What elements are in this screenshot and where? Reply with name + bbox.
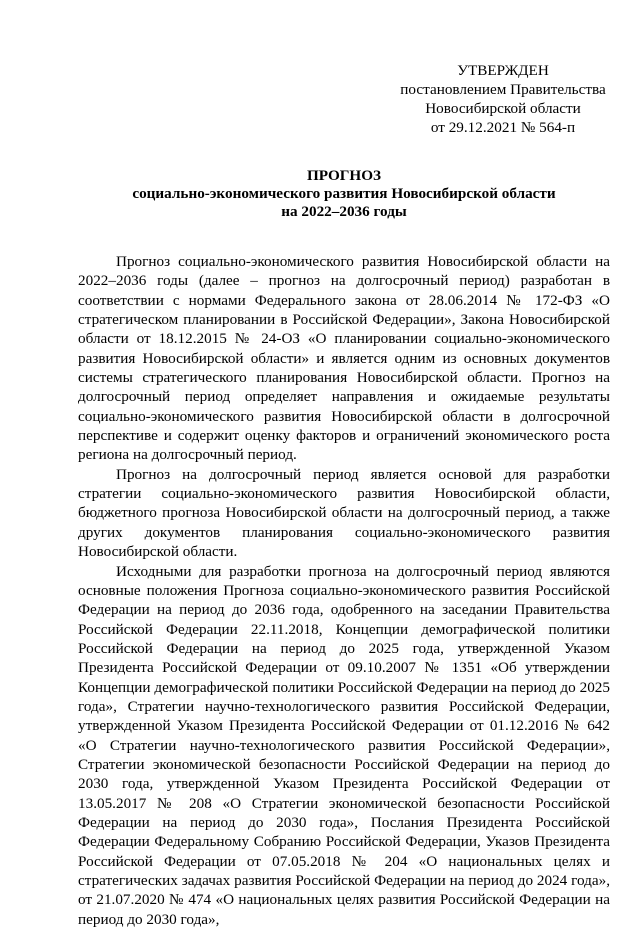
approval-heading: УТВЕРЖДЕН (388, 61, 618, 80)
approval-region: Новосибирской области (388, 99, 618, 118)
approval-stamp (388, 61, 618, 137)
document-title (78, 167, 610, 221)
body-paragraph: Прогноз социально-экономического развития Новосибирской области на 2022–2036 годы (далее – прогноз на долгосрочный период) разработан в соответствии с нормами Федерального закона от 28.06.2014 № 172-ФЗ «О стратегическом планировании в Российской Федерации», Закона Новосибирской области от 18.12.2015 № 24-ОЗ «О планировании социально-экономического развития Новосибирской области» и является одним из основных документов системы стратегического планирования Новосибирской области. Прогноз на долгосрочный период определяет направления и ожидаемые результаты социально-экономического развития Новосибирской области в долгосрочной перспективе и содержит оценку факторов и ограничений экономического роста региона на долгосрочный период. (78, 252, 610, 465)
body-paragraph: Исходными для разработки прогноза на долгосрочный период являются основные положения Прогноза социально-экономического развития Российской Федерации на период до 2036 года, одобренного на заседании Правительства Российской Федерации 22.11.2018, Концепции демографической политики Российской Федерации на период до 2025 года, утвержденной Указом Президента Российской Федерации от 09.10.2007 № 1351 «Об утверждении Концепции демографической политики Российской Федерации на период до 2025 года», Стратегии научно-технологического развития Российской Федерации, утвержденной Указом Президента Российской Федерации от 01.12.2016 № 642 «О Стратегии научно-технологического развития Российской Федерации», Стратегии экономической безопасности Российской Федерации на период до 2030 года, утвержденной Указом Президента Российской Федерации от 13.05.2017 № 208 «О Стратегии экономической безопасности Российской Федерации на период до 2030 года», Послания Президента Российской Федерации Федеральному Собранию Российской Федерации, Указов Президента Российской Федерации от 07.05.2018 № 204 «О национальных целях и стратегических задачах развития Российской Федерации на период до 2024 года», от 21.07.2020 № 474 «О национальных целях развития Российской Федерации на период до 2030 года», (78, 562, 610, 929)
approval-date-number: от 29.12.2021 № 564-п (388, 118, 618, 137)
approval-authority: постановлением Правительства (388, 80, 618, 99)
title-main: ПРОГНОЗ (78, 167, 610, 185)
title-subject: социально-экономического развития Новосибирской области (78, 185, 610, 203)
title-period: на 2022–2036 годы (78, 203, 610, 221)
body-paragraph: Прогноз на долгосрочный период является основой для разработки стратегии социально-экономического развития Новосибирской области, бюджетного прогноза Новосибирской области на долгосрочный период, а также других документов планирования социально-экономического развития Новосибирской области. (78, 465, 610, 562)
document-body (78, 252, 610, 929)
